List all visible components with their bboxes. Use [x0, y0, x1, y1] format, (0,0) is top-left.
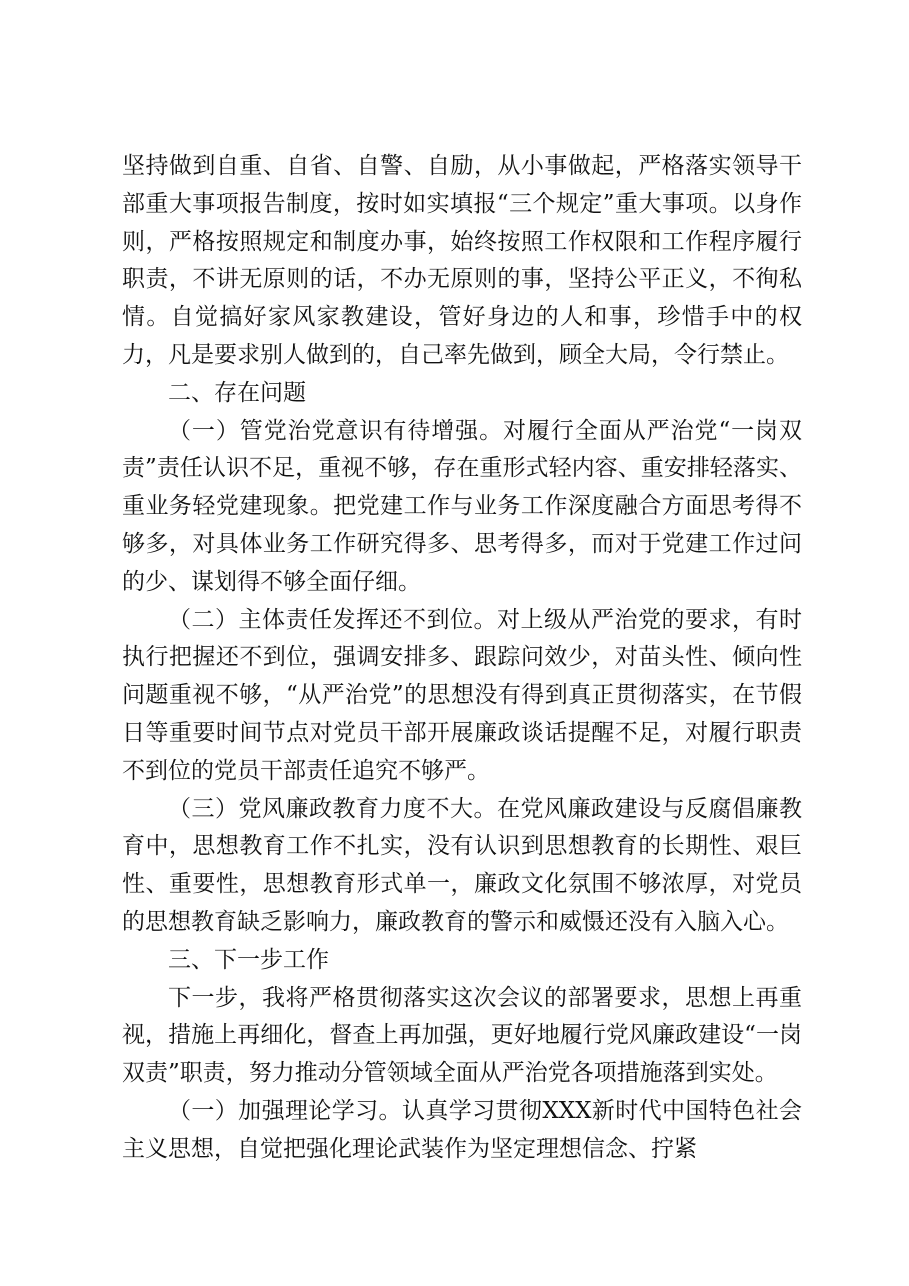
- paragraph-problem-3: （三）党风廉政教育力度不大。在党风廉政建设与反腐倡廉教育中，思想教育工作不扎实，没有认识到思想教育的长期性、艰巨性、重要性，思想教育形式单一，廉政文化氛围不够浓厚，对党员的思想教育缺乏影响力，廉政教育的警示和威慑还没有入脑入心。: [122, 795, 802, 935]
- paragraph-problem-2: （二）主体责任发挥还不到位。对上级从严治党的要求，有时执行把握还不到位，强调安排多、跟踪问效少，对苗头性、倾向性问题重视不够，“从严治党”的思想没有得到真正贯彻落实，在节假日等重要时间节点对党员干部开展廉政谈话提醒不足，对履行职责不到位的党员干部责任追究不够严。: [122, 606, 802, 784]
- paragraph-problem-1: （一）管党治党意识有待增强。对履行全面从严治党“一岗双责”责任认识不足，重视不够，存在重形式轻内容、重安排轻落实、重业务轻党建现象。把党建工作与业务工作深度融合方面思考得不够多，对具体业务工作研究得多、思考得多，而对于党建工作过问的少、谋划得不够全面仔细。: [122, 417, 802, 595]
- document-body: [122, 148, 802, 1169]
- paragraph-self-discipline: 坚持做到自重、自省、自警、自励，从小事做起，严格落实领导干部重大事项报告制度，按时如实填报“三个规定”重大事项。以身作则，严格按照规定和制度办事，始终按照工作权限和工作程序履行职责，不讲无原则的话，不办无原则的事，坚持公平正义，不徇私情。自觉搞好家风家教建设，管好身边的人和事，珍惜手中的权力，凡是要求别人做到的，自己率先做到，顾全大局，令行禁止。: [122, 153, 802, 368]
- paragraph-next-steps-intro: 下一步，我将严格贯彻落实这次会议的部署要求，思想上再重视，措施上再细化，督查上再加强，更好地履行党风廉政建设“一岗双责”职责，努力推动分管领域全面从严治党各项措施落到实处。: [122, 984, 802, 1087]
- section-heading-existing-problems: 二、存在问题: [168, 379, 306, 406]
- section-heading-next-steps: 三、下一步工作: [168, 946, 329, 973]
- paragraph-next-step-1: （一）加强理论学习。认真学习贯彻XXX新时代中国特色社会主义思想，自觉把强化理论武装作为坚定理想信念、拧紧: [122, 1097, 802, 1162]
